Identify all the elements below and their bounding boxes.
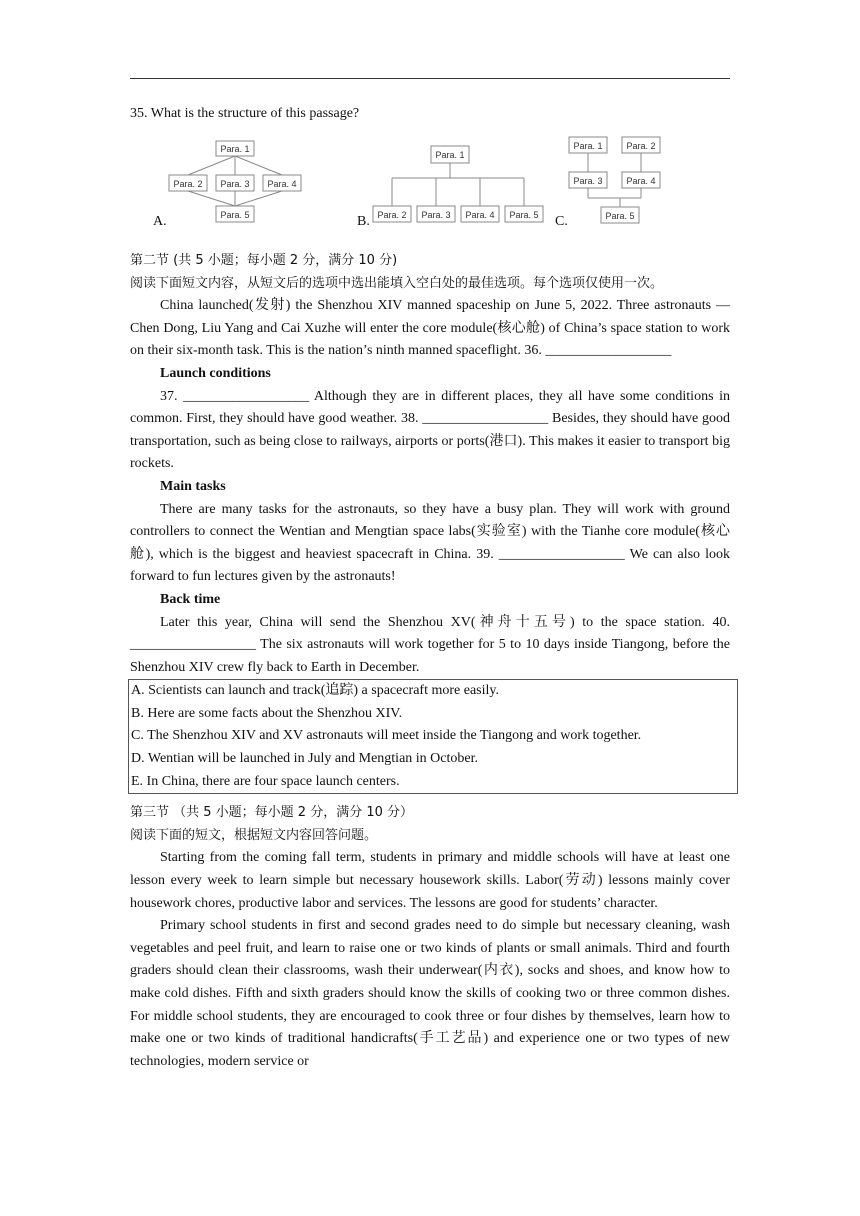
section3-para1: Starting from the coming fall term, students in primary and middle schools will have at least one lesson every week to learn simple but necessary housework skills. Labor(劳动) lessons mainly cover housework chores, productive labor and services. The lessons are good for students’ character. — [130, 850, 730, 911]
diagram-c-para3: Para. 3 — [573, 176, 603, 186]
diagram-a-para3: Para. 3 — [220, 179, 250, 189]
section2-intro: China launched(发射) the Shenzhou XIV manned spaceship on June 5, 2022. Three astronauts — Chen Dong, Liu Yang and Cai Xuzhe will enter the core module(核心舱) of China’s space station to work on their six-month task. This is the nation’s ninth manned spaceflight. 36. __________________ — [130, 298, 730, 359]
diagram-b-para4: Para. 4 — [465, 210, 495, 220]
section3-instruction: 阅读下面的短文，根据短文内容回答问题。 — [130, 827, 378, 843]
section3-title: 第三节 （共 5 小题；每小题 2 分，满分 10 分） — [130, 805, 414, 821]
diagram-b-para2: Para. 2 — [377, 210, 407, 220]
diagram-b-para5: Para. 5 — [509, 210, 539, 220]
option-a: A. Scientists can launch and track(追踪) a spacecraft more easily. — [131, 683, 499, 699]
diagram-c-para2: Para. 2 — [626, 141, 656, 151]
heading-back-time: Back time — [160, 591, 221, 607]
diagram-b-para3: Para. 3 — [421, 210, 451, 220]
diagram-c — [566, 132, 676, 228]
section2-instruction: 阅读下面短文内容，从短文后的选项中选出能填入空白处的最佳选项。每个选项仅使用一次。 — [130, 275, 664, 291]
diagram-a-para2: Para. 2 — [173, 179, 203, 189]
section2-para3: Later this year, China will send the Shenzhou XV(神舟十五号) to the space station. 40. __________________ The six astronauts will work together for 5 to 10 days inside Tiangong, before the Shenzhou XIV crew fly back to Earth in December. — [130, 614, 730, 675]
options-box — [128, 679, 738, 794]
diagram-a-para4: Para. 4 — [267, 179, 297, 189]
option-d: D. Wentian will be launched in July and Mengtian in October. — [131, 751, 478, 767]
section2-title: 第二节 (共 5 小题；每小题 2 分，满分 10 分) — [130, 253, 398, 268]
option-b: B. Here are some facts about the Shenzhou XIV. — [131, 705, 403, 721]
option-c-label: C. — [555, 214, 568, 229]
diagram-a-para5: Para. 5 — [220, 210, 250, 220]
diagram-a-para1: Para. 1 — [220, 144, 250, 154]
heading-main-tasks: Main tasks — [160, 478, 226, 494]
top-rule — [130, 78, 730, 79]
diagram-c-para5: Para. 5 — [605, 211, 635, 221]
section3-para2: Primary school students in first and second grades need to do simple but necessary cleaning, wash vegetables and peel fruit, and learn to raise one or two kinds of plants or small animals. Third and fourth graders should clean their classrooms, wash their underwear(内衣), socks and shoes, and know how to make cold dishes. Fifth and sixth graders should know the skills of cooking two or three common dishes. For middle school students, they are encouraged to cook three or four dishes by themselves, learn how to make one or two kinds of traditional handicrafts(手工艺品) and experience one or two types of new technologies, modern service or — [130, 918, 730, 1069]
section2-para2: There are many tasks for the astronauts, so they have a busy plan. They will work with ground controllers to connect the Wentian and Mengtian space labs(实验室) with the Tianhe core module(核心舱), which is the biggest and heaviest spacecraft in China. 39. __________________ We can also look forward to fun lectures given by the astronauts! — [130, 501, 730, 585]
passage-content — [130, 250, 730, 1073]
diagram-b-para1: Para. 1 — [435, 150, 465, 160]
option-c: C. The Shenzhou XIV and XV astronauts will meet inside the Tiangong and work together. — [131, 728, 642, 744]
question-35: 35. What is the structure of this passage? — [130, 106, 360, 121]
option-b-label: B. — [357, 214, 370, 229]
diagram-b — [370, 132, 550, 228]
diagram-c-para4: Para. 4 — [626, 176, 656, 186]
diagram-c-para1: Para. 1 — [573, 141, 603, 151]
heading-launch-conditions: Launch conditions — [160, 365, 271, 381]
structure-diagrams — [130, 132, 730, 232]
diagram-a — [168, 132, 308, 228]
option-e: E. In China, there are four space launch centers. — [131, 773, 400, 789]
section2-para1: 37. __________________ Although they are in different places, they all have some conditions in common. First, they should have good weather. 38. __________________ Besides, they should have good transportation, such as being close to railways, airports or ports(港口). This makes it easier to transport big rockets. — [130, 388, 730, 472]
option-a-label: A. — [153, 214, 167, 229]
